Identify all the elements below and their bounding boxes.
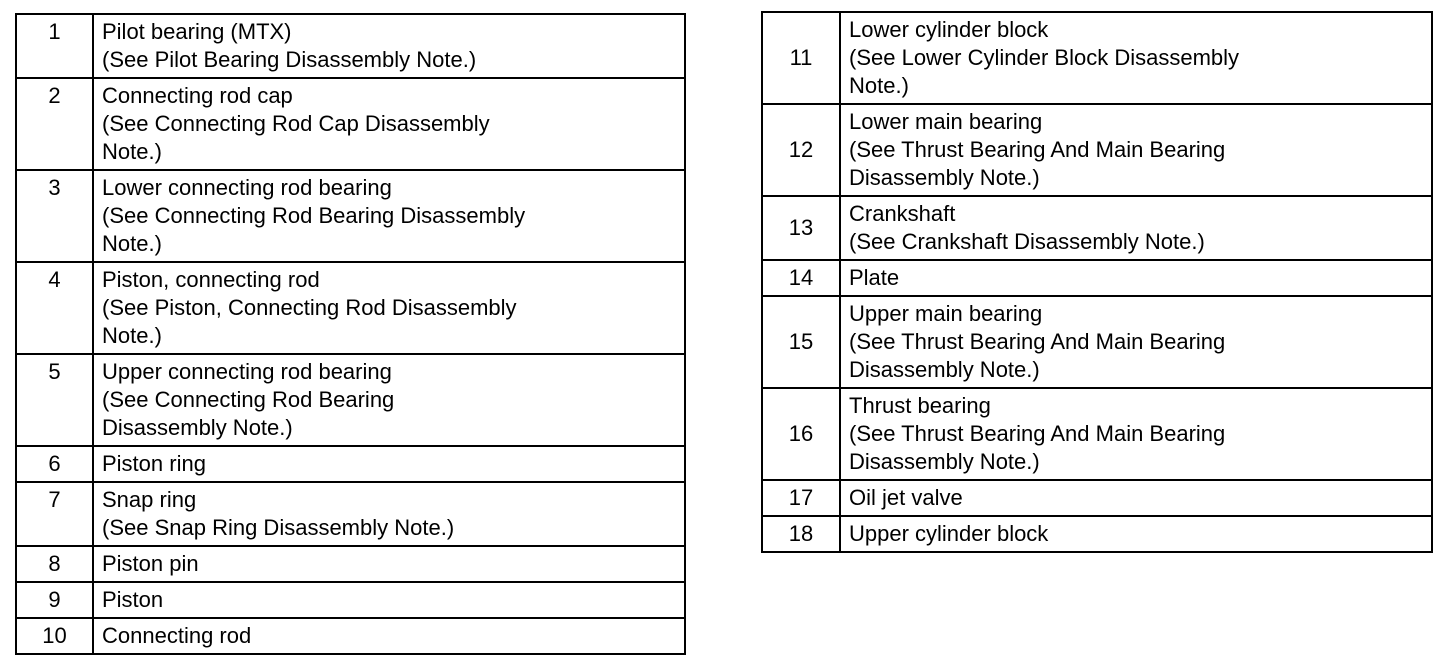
parts-table-left (15, 13, 686, 655)
item-number: 7 (16, 482, 93, 546)
table-row (762, 12, 1432, 104)
item-number: 18 (762, 516, 840, 552)
item-number: 11 (762, 12, 840, 104)
item-number: 16 (762, 388, 840, 480)
item-description: Upper cylinder block (840, 516, 1432, 552)
item-description: Lower cylinder block (See Lower Cylinder Block Disassembly Note.) (840, 12, 1432, 104)
table-row (16, 262, 685, 354)
item-description: Lower main bearing (See Thrust Bearing And Main Bearing Disassembly Note.) (840, 104, 1432, 196)
table-row (16, 618, 685, 654)
item-number: 5 (16, 354, 93, 446)
table-row (762, 104, 1432, 196)
item-description: Snap ring (See Snap Ring Disassembly Note.) (93, 482, 685, 546)
item-number: 4 (16, 262, 93, 354)
item-description: Piston ring (93, 446, 685, 482)
table-row (16, 170, 685, 262)
item-number: 13 (762, 196, 840, 260)
item-description: Connecting rod (93, 618, 685, 654)
table-row (16, 14, 685, 78)
table-row (16, 482, 685, 546)
item-description: Thrust bearing (See Thrust Bearing And Main Bearing Disassembly Note.) (840, 388, 1432, 480)
item-number: 6 (16, 446, 93, 482)
item-description: Pilot bearing (MTX) (See Pilot Bearing Disassembly Note.) (93, 14, 685, 78)
table-row (762, 480, 1432, 516)
item-number: 3 (16, 170, 93, 262)
table-row (762, 388, 1432, 480)
item-description: Connecting rod cap (See Connecting Rod Cap Disassembly Note.) (93, 78, 685, 170)
item-number: 14 (762, 260, 840, 296)
table-row (16, 446, 685, 482)
item-description: Piston (93, 582, 685, 618)
item-number: 17 (762, 480, 840, 516)
table-row (16, 546, 685, 582)
item-description: Crankshaft (See Crankshaft Disassembly Note.) (840, 196, 1432, 260)
item-description: Upper main bearing (See Thrust Bearing And Main Bearing Disassembly Note.) (840, 296, 1432, 388)
item-description: Piston, connecting rod (See Piston, Connecting Rod Disassembly Note.) (93, 262, 685, 354)
item-number: 12 (762, 104, 840, 196)
table-row (16, 354, 685, 446)
parts-table-right (761, 11, 1433, 553)
table-row (16, 78, 685, 170)
item-number: 10 (16, 618, 93, 654)
table-row (762, 196, 1432, 260)
item-number: 9 (16, 582, 93, 618)
item-description: Plate (840, 260, 1432, 296)
item-number: 8 (16, 546, 93, 582)
item-number: 15 (762, 296, 840, 388)
item-description: Piston pin (93, 546, 685, 582)
item-number: 2 (16, 78, 93, 170)
item-description: Upper connecting rod bearing (See Connecting Rod Bearing Disassembly Note.) (93, 354, 685, 446)
item-description: Lower connecting rod bearing (See Connecting Rod Bearing Disassembly Note.) (93, 170, 685, 262)
table-row (762, 516, 1432, 552)
item-description: Oil jet valve (840, 480, 1432, 516)
table-row (762, 260, 1432, 296)
table-row (762, 296, 1432, 388)
item-number: 1 (16, 14, 93, 78)
table-row (16, 582, 685, 618)
